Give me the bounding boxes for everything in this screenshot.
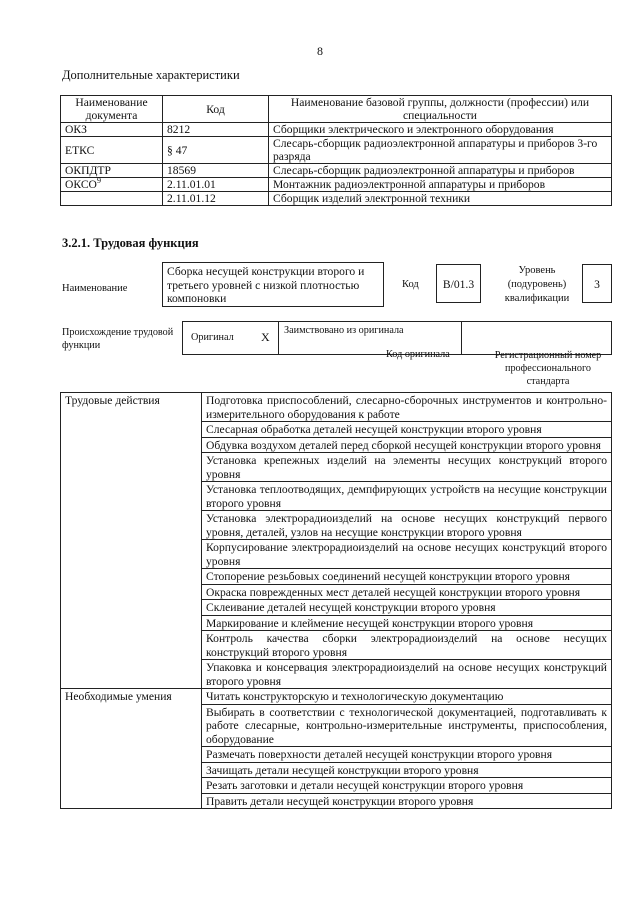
codes-cell-name: Монтажник радиоэлектронной аппаратуры и приборов xyxy=(269,178,612,192)
codes-cell-code: 2.11.01.12 xyxy=(163,192,269,206)
skills-item: Резать заготовки и детали несущей конструкции второго уровня xyxy=(202,778,612,794)
codes-table-row xyxy=(61,192,612,206)
skills-item: Зачищать детали несущей конструкции второго уровня xyxy=(202,762,612,778)
codes-cell-name: Слесарь-сборщик радиоэлектронной аппаратуры и приборов 3-го разряда xyxy=(269,137,612,164)
origin-original-text: Оригинал xyxy=(191,332,234,343)
qualification-level-value: 3 xyxy=(582,264,612,303)
header-group-name: Наименование базовой группы, должности (профессии) или специальности xyxy=(269,96,612,123)
skills-item: Читать конструкторскую и технологическую документацию xyxy=(202,689,612,705)
codes-table-header xyxy=(61,96,612,123)
header-document: Наименование документа xyxy=(61,96,163,123)
codes-cell-document xyxy=(61,192,163,206)
footnote-marker: 9 xyxy=(96,176,101,186)
labor-actions-item: Упаковка и консервация электрорадиоизделий на основе несущих конструкций второго уровня xyxy=(202,660,612,689)
labor-actions-item: Маркирование и клеймение несущей конструкции второго уровня xyxy=(202,615,612,631)
skills-item: Размечать поверхности деталей несущей конструкции второго уровня xyxy=(202,747,612,763)
codes-table xyxy=(60,95,612,206)
codes-cell-document xyxy=(61,164,163,178)
labor-actions-item: Склеивание деталей несущей конструкции второго уровня xyxy=(202,600,612,616)
page-number: 8 xyxy=(317,44,323,58)
labor-actions-item: Стопорение резьбовых соединений несущей конструкции второго уровня xyxy=(202,569,612,585)
codes-cell-code: § 47 xyxy=(163,137,269,164)
document-name: ОКЗ xyxy=(65,123,87,136)
codes-cell-document xyxy=(61,123,163,137)
labor-actions-item: Окраска поврежденных мест деталей несущей конструкции второго уровня xyxy=(202,584,612,600)
labor-actions-item: Подготовка приспособлений, слесарно-сборочных инструментов и контрольно-измерительного оборудования к работе xyxy=(202,393,612,422)
additional-characteristics-title: Дополнительные характеристики xyxy=(62,68,240,82)
function-name-value: Сборка несущей конструкции второго и третьего уровней с низкой плотностью компоновки xyxy=(162,262,384,307)
labor-actions-label: Трудовые действия xyxy=(61,393,202,689)
skills-row xyxy=(61,689,612,705)
codes-cell-code: 2.11.01.01 xyxy=(163,178,269,192)
labor-actions-item: Контроль качества сборки электрорадиоизделий на основе несущих конструкций второго уровня xyxy=(202,631,612,660)
code-original-label: Код оригинала xyxy=(386,349,450,360)
origin-original-cell xyxy=(183,322,279,354)
labor-actions-item: Установка электрорадиоизделий на основе несущих конструкций первого уровня, деталей, узлов на несущие конструкции второго уровня xyxy=(202,511,612,540)
function-code-value: B/01.3 xyxy=(436,264,481,303)
function-code-label: Код xyxy=(402,279,419,290)
qualification-level-label: Уровень (подуровень) квалификации xyxy=(504,265,570,304)
labor-actions-item: Слесарная обработка деталей несущей конструкции второго уровня xyxy=(202,422,612,438)
codes-table-row xyxy=(61,137,612,164)
reg-number-label: Регистрационный номер профессионального стандарта xyxy=(494,350,602,387)
origin-borrowed-text: Заимствовано из оригинала xyxy=(284,325,404,336)
codes-cell-name: Сборщики электрического и электронного оборудования xyxy=(269,123,612,137)
function-name-label: Наименование xyxy=(62,283,128,294)
skills-item: Править детали несущей конструкции второго уровня xyxy=(202,793,612,809)
codes-table-row xyxy=(61,164,612,178)
labor-actions-item: Корпусирование электрорадиоизделий на основе несущих конструкций второго уровня xyxy=(202,540,612,569)
document-name: ОКПДТР xyxy=(65,164,111,177)
origin-label: Происхождение трудовой функции xyxy=(62,327,174,351)
skills-item: Выбирать в соответствии с технологической документацией, подготавливать к работе слесарные, контрольно-измерительные инструменты, приспособления, оборудование xyxy=(202,704,612,747)
codes-cell-code: 18569 xyxy=(163,164,269,178)
origin-original-mark: X xyxy=(261,330,270,344)
labor-actions-row xyxy=(61,393,612,422)
document-name: ОКСО xyxy=(65,178,97,191)
labor-function-table xyxy=(60,392,612,809)
codes-cell-code: 8212 xyxy=(163,123,269,137)
labor-actions-item: Установка теплоотводящих, демпфирующих устройств на несущие конструкции второго уровня xyxy=(202,482,612,511)
labor-function-title: 3.2.1. Трудовая функция xyxy=(62,236,199,250)
codes-table-row xyxy=(61,123,612,137)
codes-table-row xyxy=(61,178,612,192)
codes-cell-name: Сборщик изделий электронной техники xyxy=(269,192,612,206)
codes-cell-document xyxy=(61,178,163,192)
document-name: ЕТКС xyxy=(65,143,95,157)
codes-cell-document xyxy=(61,137,163,164)
labor-actions-item: Установка крепежных изделий на элементы несущих конструкций второго уровня xyxy=(202,453,612,482)
labor-actions-item: Обдувка воздухом деталей перед сборкой несущей конструкции второго уровня xyxy=(202,437,612,453)
header-code: Код xyxy=(163,96,269,123)
skills-label: Необходимые умения xyxy=(61,689,202,809)
codes-cell-name: Слесарь-сборщик радиоэлектронной аппаратуры и приборов xyxy=(269,164,612,178)
